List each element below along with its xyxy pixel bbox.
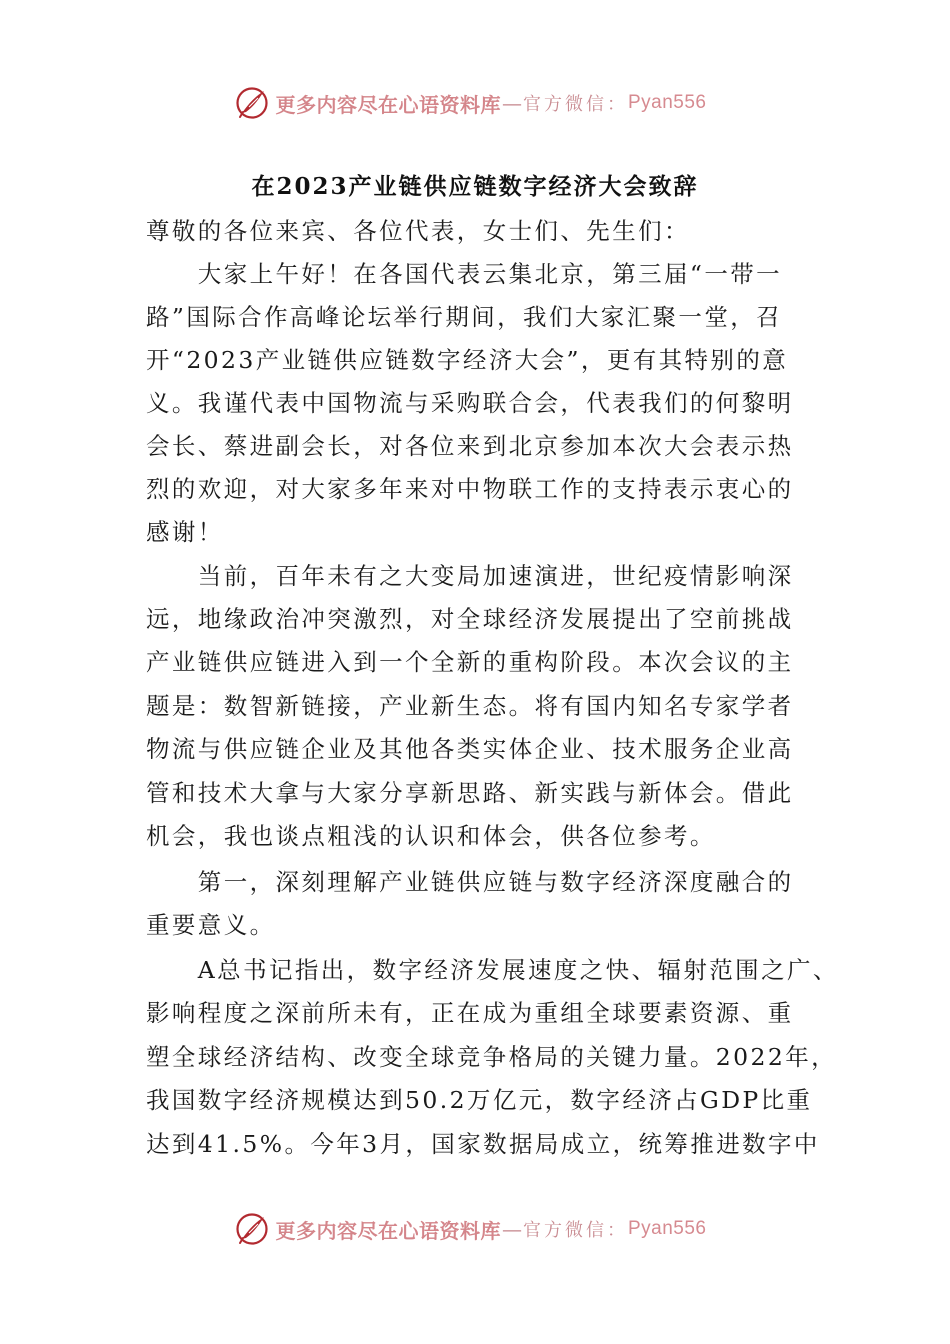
text-line: 路”国际合作高峰论坛举行期间，我们大家汇聚一堂，召: [146, 303, 783, 331]
text-line: 第一，深刻理解产业链供应链与数字经济深度融合的: [146, 868, 794, 896]
text-line: 塑全球经济结构、改变全球竞争格局的关键力量。2022年，: [146, 1043, 838, 1071]
quill-circle-logo-icon: [235, 1212, 269, 1246]
text-line: 机会，我也谈点粗浅的认识和体会，供各位参考。: [146, 822, 716, 850]
text-line: 重要意义。: [146, 911, 276, 939]
text-line: A总书记指出，数字经济发展速度之快、辐射范围之广、: [146, 956, 839, 984]
text-line: 义。我谨代表中国物流与采购联合会，代表我们的何黎明: [146, 389, 794, 417]
watermark-banner-bottom: [0, 1209, 950, 1249]
text-line: 会长、蔡进副会长，对各位来到北京参加本次大会表示热: [146, 432, 794, 460]
text-line: 我国数字经济规模达到50.2万亿元，数字经济占GDP比重: [146, 1086, 813, 1114]
text-line: 感谢！: [146, 518, 224, 546]
watermark-main-text: 更多内容尽在心语资料库: [275, 1218, 501, 1243]
text-line: 物流与供应链企业及其他各类实体企业、技术服务企业高: [146, 735, 794, 763]
text-line: 达到41.5%。今年3月，国家数据局成立，统筹推进数字中: [146, 1130, 820, 1158]
text-line: 当前，百年未有之大变局加速演进，世纪疫情影响深: [146, 562, 794, 590]
quill-circle-logo-icon: [235, 86, 269, 120]
text-line: 管和技术大拿与大家分享新思路、新实践与新体会。借此: [146, 779, 794, 807]
text-line: 烈的欢迎，对大家多年来对中物联工作的支持表示衷心的: [146, 475, 794, 503]
text-line: 远，地缘政治冲突激烈，对全球经济发展提出了空前挑战: [146, 605, 794, 633]
text-line: 题是：数智新链接，产业新生态。将有国内知名专家学者: [146, 692, 794, 720]
text-line: 产业链供应链进入到一个全新的重构阶段。本次会议的主: [146, 648, 794, 676]
watermark-sub-text: 官方微信：: [522, 94, 628, 115]
watermark-separator: —: [501, 1217, 522, 1241]
text-line: 影响程度之深前所未有，正在成为重组全球要素资源、重: [146, 999, 794, 1027]
watermark-banner-top: [0, 83, 950, 123]
text-line: 开“2023产业链供应链数字经济大会”，更有其特别的意: [146, 346, 789, 374]
watermark-wechat-id: Pyan556: [627, 92, 707, 113]
watermark-main-text: 更多内容尽在心语资料库: [275, 92, 501, 117]
watermark-sub-text: 官方微信：: [522, 1220, 628, 1241]
document-title: 在2023产业链供应链数字经济大会致辞: [251, 173, 699, 200]
text-line: 尊敬的各位来宾、各位代表，女士们、先生们：: [146, 217, 690, 245]
text-line: 大家上午好！在各国代表云集北京，第三届“一带一: [146, 260, 783, 288]
watermark-wechat-id: Pyan556: [627, 1218, 707, 1239]
watermark-separator: —: [501, 91, 522, 115]
